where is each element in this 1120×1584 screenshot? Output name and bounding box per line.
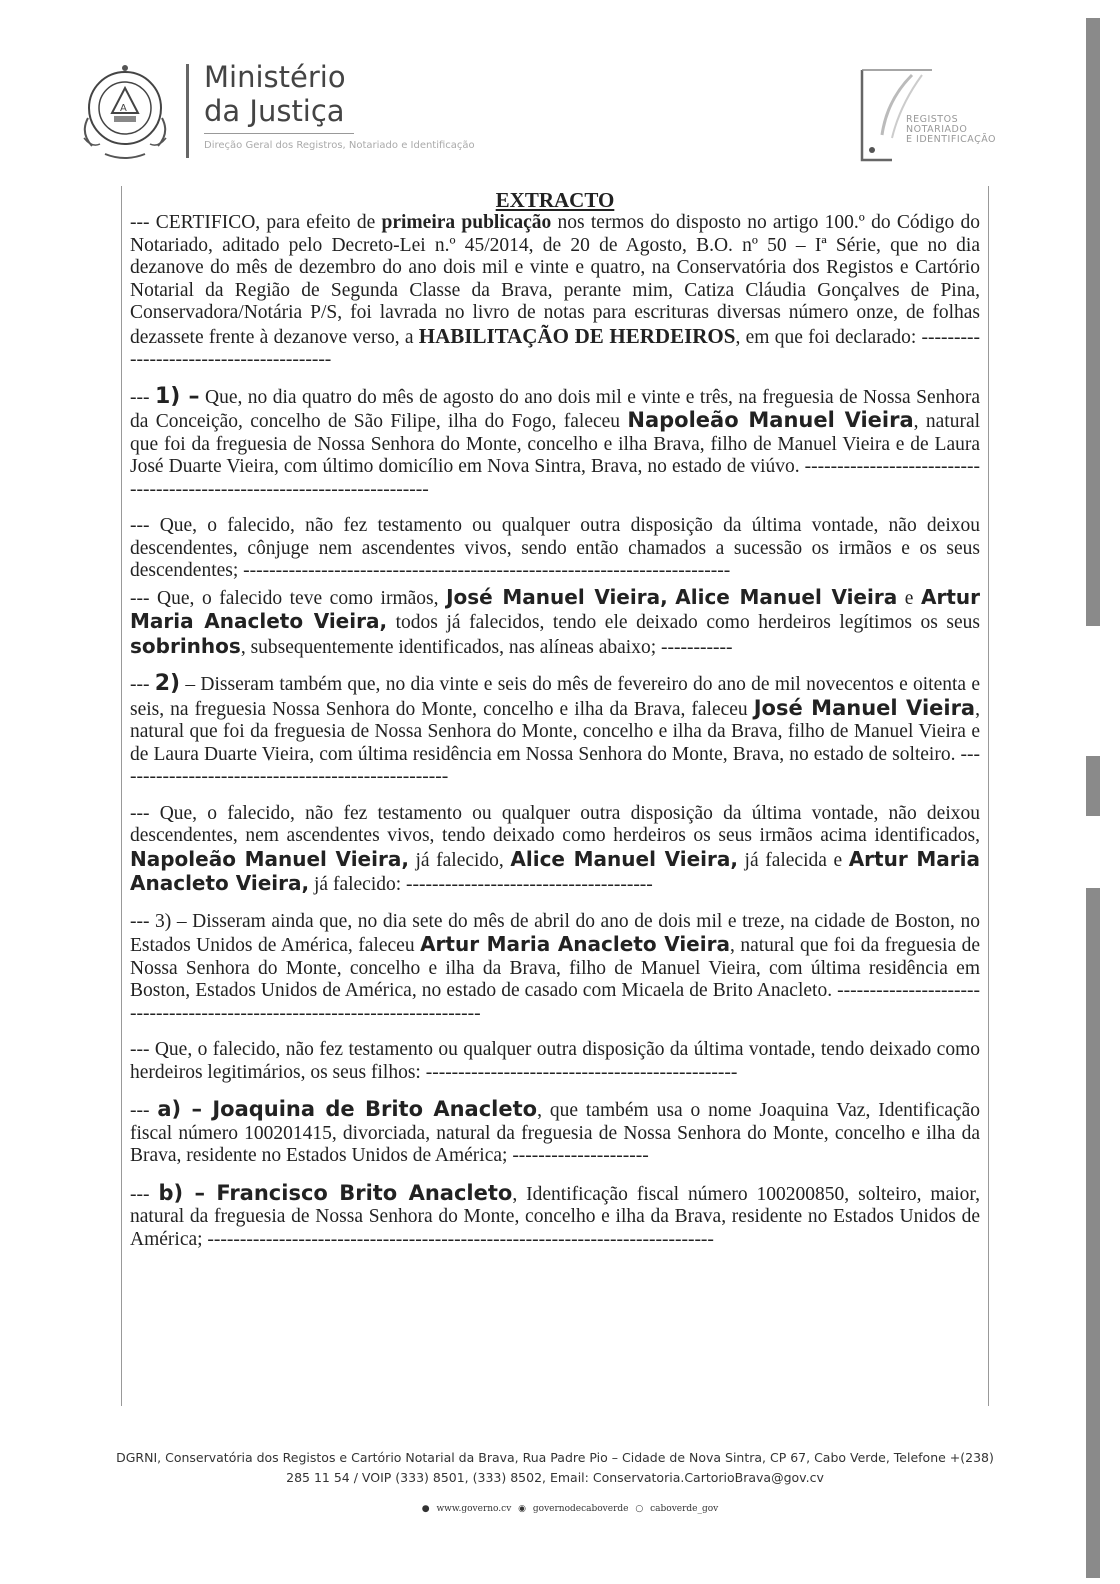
s2-text2: , natural que foi da freguesia de Nossa Senhora do Monte, concelho e ilha da Brava, filho de Manuel Vieira e de Laura Duarte Vieira, com última residência em Nossa Senhora do Monte, Brava, no estado de solteiro. ---------------------------------------------------- <box>130 698 980 787</box>
p5-mid1: já falecido, <box>408 849 511 871</box>
s2-lead: --- <box>130 674 155 695</box>
p5-name2: Alice Manuel Vieira, <box>510 846 738 871</box>
coat-of-arms-seal-icon <box>70 58 180 168</box>
footer-line1: DGRNI, Conservatória dos Registos e Cartório Notarial da Brava, Rua Padre Pio – Cidade de Nova Sintra, CP 67, Cabo Verde, Telefone +(238) <box>116 1450 994 1465</box>
p5-name3: Artur Maria Anacleto Vieira, <box>130 846 980 895</box>
heir-a-paragraph <box>130 1098 980 1168</box>
intro-bold-habilitacao: HABILITAÇÃO DE HERDEIROS <box>418 323 736 348</box>
paragraph-no-will-2 <box>130 803 980 897</box>
ministry-line2: da Justiça <box>204 94 345 128</box>
document-title: EXTRACTO <box>495 188 615 212</box>
registry-logo-text <box>906 115 996 145</box>
instagram-icon: ○ <box>635 1504 644 1514</box>
scan-edge-mark <box>1086 18 1100 626</box>
footer-web: www.governo.cv <box>436 1504 512 1514</box>
intro-mid: nos termos do disposto no artigo 100.º do Código do Notariado, aditado pelo Decreto-Lei n.º 45/2014, de 20 de Agosto, B.O. nº 50 – Iª Série, que no dia dezanove do mês de dezembro do ano dois mil e vinte e quatro, na Conservatória dos Registos e Cartório Notarial da Região de Segunda Classe da Brava, perante mim, Catiza Cláudia Gonçalves de Pina, Conservadora/Notária P/S, foi lavrada no livro de notas para escrituras diversas número onze, de folhas dezassete frente à dezanove verso, a <box>130 212 980 348</box>
s1-text2: , natural que foi da freguesia de Nossa Senhora do Monte, concelho e ilha Brava, filho de Manuel Vieira e de Laura José Duarte Vieira, com último domicílio em Nova Sintra, Brava, no estado de viúvo. ------------------------------------------------------------------------- <box>130 411 981 500</box>
s3-name: Artur Maria Anacleto Vieira <box>420 932 730 956</box>
footer-address <box>80 1448 1030 1488</box>
p3-name3: Artur Maria Anacleto Vieira, <box>130 584 981 633</box>
s2-name: José Manuel Vieira <box>753 695 976 720</box>
s1-text1: Que, no dia quatro do mês de agosto do ano dois mil e vinte e três, na freguesia de Nossa Senhora da Conceição, concelho de São Filipe, ilha do Fogo, faleceu <box>130 386 981 432</box>
footer-social <box>380 1504 760 1514</box>
scan-edge-mark <box>1086 888 1100 1578</box>
footer-line2: 285 11 54 / VOIP (333) 8501, (333) 8502, Email: Conservatoria.CartorioBrava@gov.cv <box>286 1470 824 1485</box>
p3-lead: --- Que, o falecido teve como irmãos, <box>130 587 447 609</box>
scan-edge-mark <box>1086 756 1100 816</box>
s1-number: 1) – <box>154 383 200 409</box>
section-1-paragraph <box>130 383 981 502</box>
p5-name1: Napoleão Manuel Vieira, <box>130 846 409 871</box>
ministry-rule <box>204 133 354 134</box>
registry-line2: NOTARIADO <box>906 124 968 135</box>
p5-mid2: já falecida e <box>737 849 849 871</box>
footer-facebook: governodecaboverde <box>532 1504 629 1514</box>
p3-sep2: e <box>897 587 921 609</box>
footer-instagram: caboverde_gov <box>650 1504 719 1514</box>
intro-bold-publication: primeira publicação <box>381 212 552 233</box>
a-lead: --- <box>130 1100 158 1121</box>
s1-name: Napoleão Manuel Vieira <box>627 408 914 432</box>
registry-line3: E IDENTIFICAÇÃO <box>906 134 997 145</box>
registry-line1: REGISTOS <box>906 114 959 125</box>
s3-text2: , natural que foi da freguesia de Nossa Senhora do Monte, concelho e ilha da Brava, filho de Manuel Vieira, com última residência em Boston, Estados Unidos de América, no estado de casado com Micaela de Brito Anacleto. ---------------------------------------------------------------------------- <box>130 935 980 1024</box>
ministry-line1: Ministério <box>204 60 346 94</box>
heir-b-text: , Identificação fiscal número 100200850, solteiro, maior, natural da freguesia de Nossa Senhora do Monte, concelho e ilha da Brava, residente no Estados Unidos de América; ------------------------------------------------------------------------------ <box>130 1183 980 1250</box>
web-bullet-icon: ● <box>421 1504 430 1514</box>
frame-right <box>988 186 989 1406</box>
section-2-paragraph <box>130 673 980 789</box>
document-body <box>130 188 980 1265</box>
intro-lead: --- CERTIFICO, para efeito de <box>130 212 382 233</box>
b-lead: --- <box>130 1183 159 1205</box>
s2-text1: – Disseram também que, no dia vinte e seis do mês de fevereiro do ano de mil novecentos e oitenta e seis, na freguesia Nossa Senhora do Monte, concelho e ilha da Brava, faleceu <box>130 674 980 720</box>
p3-name2: Alice Manuel Vieira <box>675 584 898 609</box>
heir-b-paragraph <box>130 1182 980 1252</box>
p3-mid: todos já falecidos, tendo ele deixado como herdeiros legítimos os seus <box>387 612 980 633</box>
heir-b-name: b) – Francisco Brito Anacleto <box>158 1180 513 1205</box>
paragraph-siblings <box>130 586 980 660</box>
s1-lead: --- <box>130 386 155 408</box>
frame-left <box>121 186 122 1406</box>
ministry-subtitle: Direção Geral dos Registros, Notariado e Identificação <box>204 140 475 151</box>
s3-lead: --- 3) – Disseram ainda que, no dia sete do mês de abril do ano de dois mil e treze, na cidade de Boston, no Estados Unidos de América, faleceu <box>130 910 980 956</box>
section-3-paragraph <box>130 911 980 1026</box>
heir-a-name: a) – Joaquina de Brito Anacleto <box>157 1097 538 1121</box>
p3-sobrinhos: sobrinhos <box>130 633 241 658</box>
intro-paragraph <box>130 212 980 372</box>
paragraph-no-will-3: --- Que, o falecido, não fez testamento ou qualquer outra disposição da última vontade, tendo deixado como herdeiros legitimários, os seus filhos: ------------------------------------------------ <box>130 1039 980 1083</box>
svg-text:A: A <box>120 103 127 114</box>
header-divider <box>186 64 189 158</box>
p5-tail: já falecido: -------------------------------------- <box>309 874 653 895</box>
p3-tail: , subsequentemente identificados, nas alíneas abaixo; ----------- <box>240 636 733 658</box>
intro-tail: , em que foi declarado: ---------------------------------------- <box>130 326 980 370</box>
s2-number: 2) <box>154 671 181 696</box>
facebook-icon: ◉ <box>518 1504 527 1514</box>
paragraph-no-will-1: --- Que, o falecido, não fez testamento ou qualquer outra disposição da última vontade, não deixou descendentes, cônjuge nem ascendentes vivos, sendo então chamados a sucessão os irmãos e os seus descendentes; --------------------------------------------------------------------------- <box>130 515 980 581</box>
ministry-name <box>204 60 475 153</box>
p3-name1: José Manuel Vieira, <box>446 584 668 609</box>
p5-lead: --- Que, o falecido, não fez testamento ou qualquer outra disposição da última vontade, não deixou descendentes, nem ascendentes vivos, tendo deixado como herdeiros os seus irmãos acima identificados, <box>130 802 980 846</box>
heir-a-text: , que também usa o nome Joaquina Vaz, Identificação fiscal número 100201415, divorciada, natural da freguesia de Nossa Senhora do Monte, concelho e ilha da Brava, residente no Estados Unidos de América; --------------------- <box>130 1100 981 1166</box>
